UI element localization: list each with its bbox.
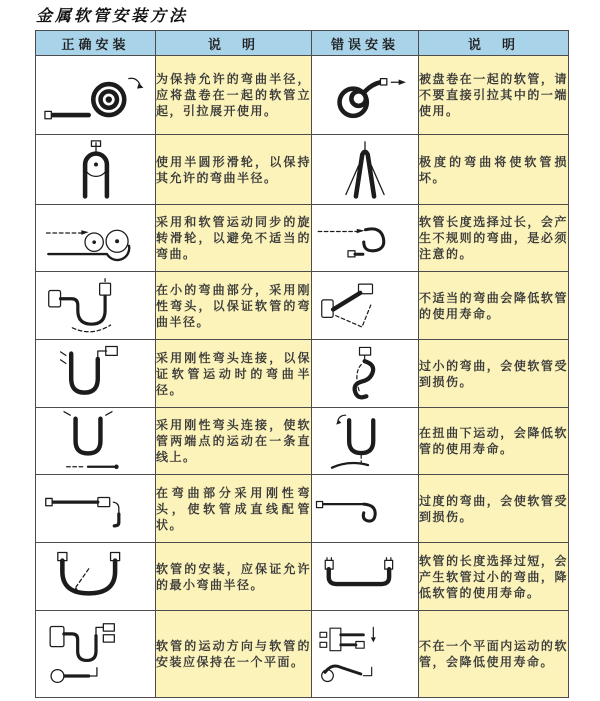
overlong-irregular-loop-icon [313, 212, 418, 265]
correct-image-cell [36, 135, 156, 205]
wrong-description-cell: 软管的长度选择过短，会产生软管过小的弯曲，降低软管的使用寿命。 [419, 543, 569, 611]
wrong-description-cell: 不在一个平面内运动的软管，会降低使用寿命。 [419, 611, 569, 698]
correct-image-cell [36, 475, 156, 543]
wrong-image-cell [312, 611, 419, 698]
synchronized-rotating-pulleys-icon [41, 211, 151, 266]
table-row [36, 475, 569, 543]
twisted-u-motion-icon [318, 410, 413, 472]
improper-sharp-bend-icon [313, 277, 418, 335]
too-short-flat-u-icon [313, 548, 418, 606]
wrong-description-cell: 软管长度选择过长，会产生不规则的弯曲，是必须注意的。 [419, 205, 569, 272]
too-small-s-bend-icon [318, 344, 413, 404]
wrong-image-cell [312, 543, 419, 611]
correct-image-cell [36, 543, 156, 611]
flat-coil-pulled-end-icon [315, 64, 415, 126]
correct-description-cell: 为保持允许的弯曲半径，应将盘卷在一起的软管立起，引拉展开使用。 [156, 56, 312, 135]
out-of-plane-motion-icon [315, 620, 415, 688]
correct-description-cell: 在小的弯曲部分，采用刚性弯头，以保证软管的弯曲半径。 [156, 272, 312, 340]
correct-image-cell [36, 272, 156, 340]
wrong-image-cell [312, 272, 419, 340]
correct-description-cell: 采用刚性弯头连接，以保证软管运动时的弯曲半径。 [156, 340, 312, 408]
wrong-image-cell [312, 56, 419, 135]
correct-image-cell [36, 56, 156, 135]
overbent-end-hook-icon [313, 483, 418, 534]
wrong-description-cell: 被盘卷在一起的软管，请不要直接引拉其中的一端使用。 [419, 56, 569, 135]
table-row [36, 408, 569, 475]
wrong-description-cell: 过度的弯曲，会使软管受到损伤。 [419, 475, 569, 543]
correct-image-cell [36, 408, 156, 475]
rigid-elbow-u-loop-icon [46, 343, 146, 405]
table-row [36, 135, 569, 205]
correct-description-cell: 使用半圆形滑轮，以保持其允许的弯曲半径。 [156, 135, 312, 205]
correct-description-cell: 采用刚性弯头连接，使软管两端点的运动在一条直线上。 [156, 408, 312, 475]
installation-table [35, 30, 569, 698]
table-row [36, 543, 569, 611]
in-plane-motion-icon [41, 617, 151, 691]
wrong-image-cell [312, 135, 419, 205]
table-row [36, 205, 569, 272]
table-row [36, 272, 569, 340]
correct-description-cell: 软管的运动方向与软管的安装应保持在一个平面。 [156, 611, 312, 698]
wrong-description-cell: 极度的弯曲将使软管损坏。 [419, 135, 569, 205]
header-row [36, 31, 569, 56]
wrong-image-cell [312, 408, 419, 475]
correct-image-cell [36, 611, 156, 698]
header-wrong-installation: 错误安装 [312, 31, 419, 56]
standing-coil-unreel-icon [41, 64, 151, 126]
rigid-elbow-small-bend-icon [41, 276, 151, 336]
wrong-description-cell: 在扭曲下运动，会降低软管的使用寿命。 [419, 408, 569, 475]
table-row [36, 340, 569, 408]
header-correct-description: 说 明 [156, 31, 312, 56]
page-title: 金属软管安装方法 [36, 8, 189, 25]
table-row [36, 56, 569, 135]
header-correct-installation: 正确安装 [36, 31, 156, 56]
correct-image-cell [36, 340, 156, 408]
wrong-image-cell [312, 475, 419, 543]
semicircular-pulley-icon [46, 140, 146, 200]
correct-image-cell [36, 205, 156, 272]
straight-run-rigid-elbow-icon [41, 482, 151, 535]
header-wrong-description: 说 明 [419, 31, 569, 56]
correct-description-cell: 软管的安装，应保证允许的最小弯曲半径。 [156, 543, 312, 611]
u-loop-inline-endpoints-icon [46, 409, 146, 473]
wrong-description-cell: 不适当的弯曲会降低软管的使用寿命。 [419, 272, 569, 340]
extreme-v-bend-icon [315, 140, 415, 200]
wide-u-min-radius-icon [41, 547, 151, 607]
correct-description-cell: 采用和软管运动同步的旋转滑轮，以避免不适当的弯曲。 [156, 205, 312, 272]
wrong-description-cell: 过小的弯曲，会使软管受到损伤。 [419, 340, 569, 408]
table-row [36, 611, 569, 698]
wrong-image-cell [312, 205, 419, 272]
wrong-image-cell [312, 340, 419, 408]
correct-description-cell: 在弯曲部分采用刚性弯头，使软管成直线配管状。 [156, 475, 312, 543]
